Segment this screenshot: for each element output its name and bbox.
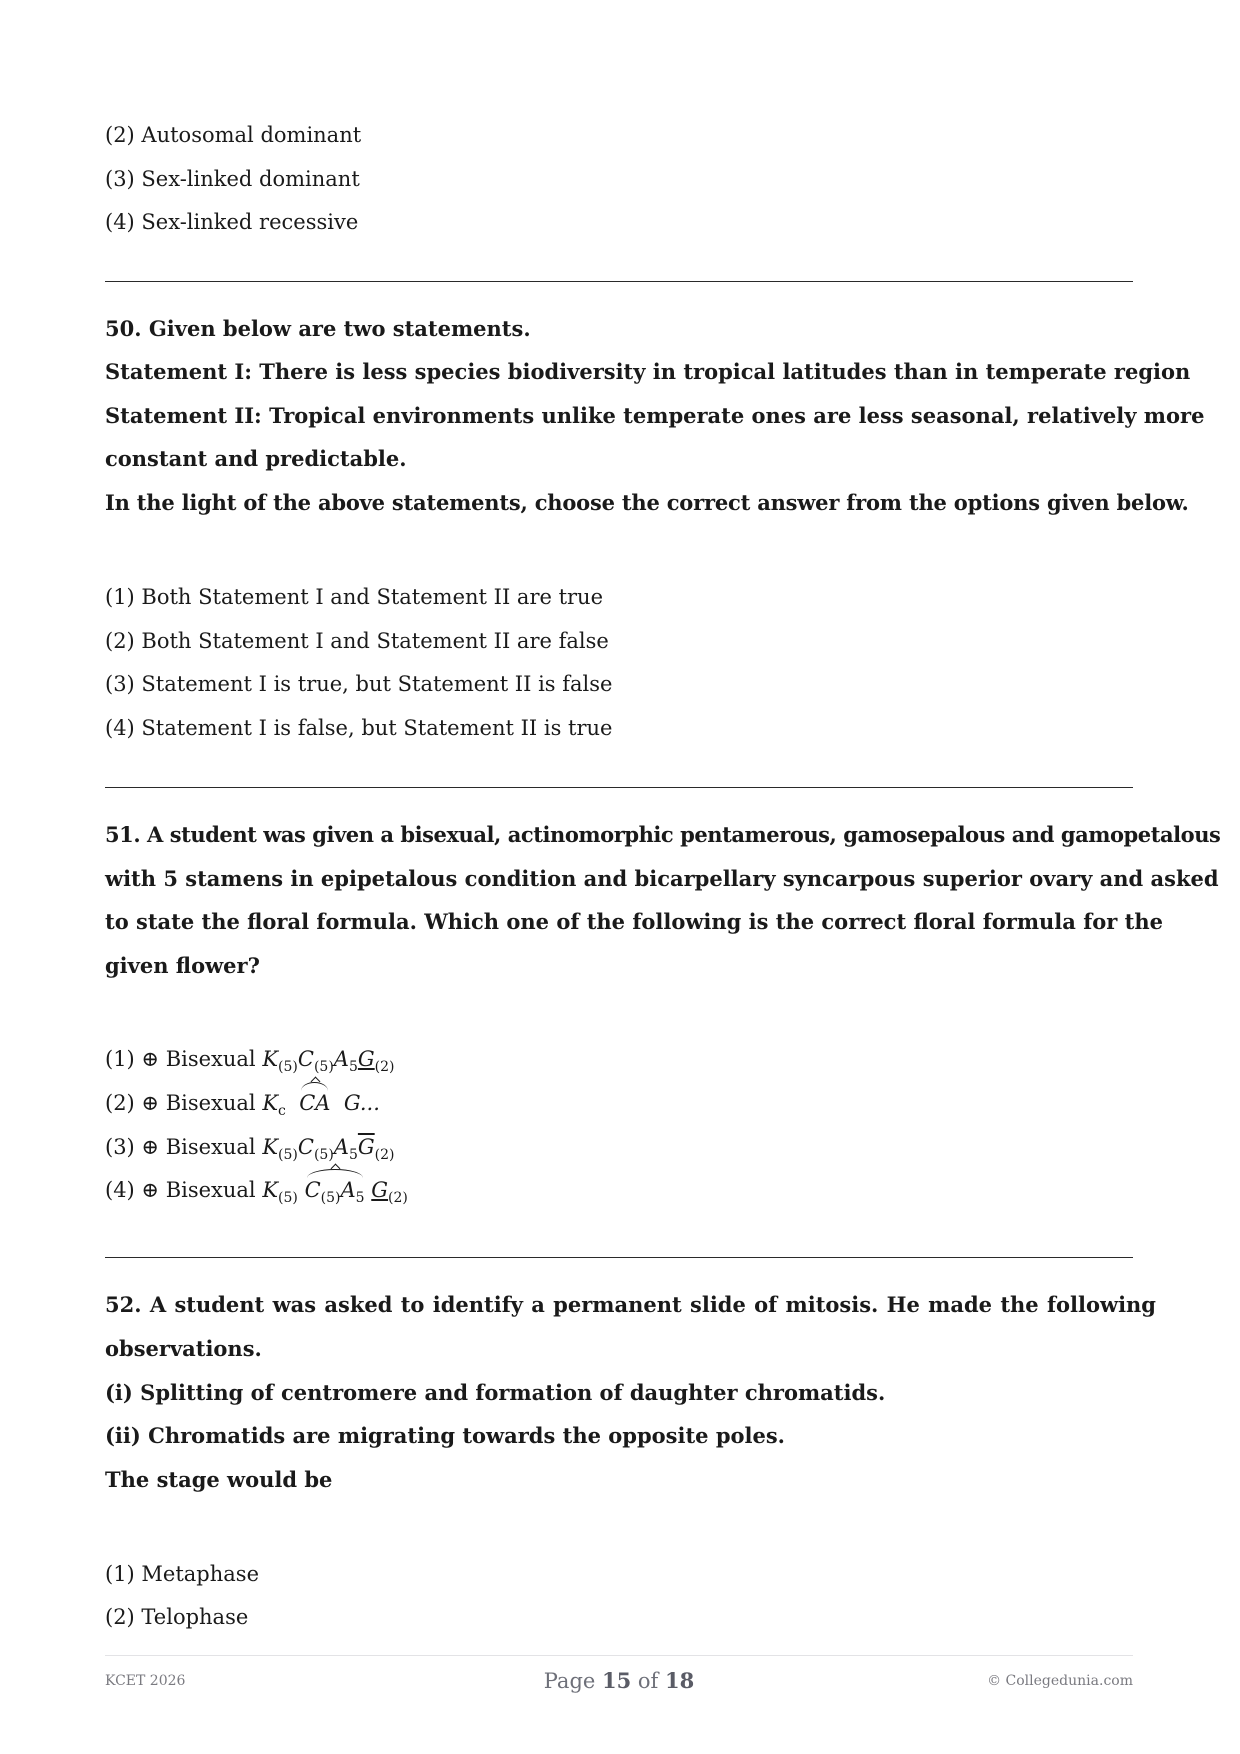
q50-title: 50. Given below are two statements. (105, 316, 531, 341)
q49-option-4: (4) Sex-linked recessive (105, 210, 359, 234)
question-divider (105, 1257, 1133, 1258)
q50-option-3: (3) Statement I is true, but Statement II is false (105, 672, 613, 696)
q52-prompt: The stage would be (105, 1467, 333, 1492)
q50-statement-2-cont: constant and predictable. (105, 446, 407, 471)
q50-option-2: (2) Both Statement I and Statement II are false (105, 629, 609, 653)
option-prefix: (1) ⊕ Bisexual (105, 1047, 263, 1071)
q52-line-1: 52. A student was asked to identify a permanent slide of mitosis. He made the following (105, 1292, 1156, 1317)
question-divider (105, 281, 1133, 282)
q49-option-2: (2) Autosomal dominant (105, 123, 362, 147)
q51-line-3: to state the floral formula. Which one of the following is the correct floral formula for the (105, 909, 1163, 934)
question-divider (105, 787, 1133, 788)
q50-statement-2: Statement II: Tropical environments unlike temperate ones are less seasonal, relatively more (105, 403, 1205, 428)
q51-line-2: with 5 stamens in epipetalous condition and bicarpellary syncarpous superior ovary and asked (105, 866, 1219, 891)
floral-formula: $K_{(5)}C_{(5)}A_5\overline{G}_{(2)}$ (262, 1135, 395, 1163)
q49-option-3: (3) Sex-linked dominant (105, 167, 360, 191)
q51-line-4: given flower? (105, 953, 260, 978)
q51-line-1: 51. A student was given a bisexual, actinomorphic pentamerous, gamosepalous and gamopetalous (105, 822, 1221, 847)
q50-instruction: In the light of the above statements, choose the correct answer from the options given below. (105, 490, 1189, 515)
copyright: © Collegedunia.com (987, 1673, 1133, 1689)
exam-name: KCET 2026 (105, 1673, 186, 1689)
q50-option-1: (1) Both Statement I and Statement II are true (105, 585, 604, 609)
floral-formula: $K_{(5)}$ $C_{(5)}A_5$ $G_{(2)}$ (262, 1178, 408, 1206)
page-footer (105, 1668, 1133, 1696)
floral-formula: $K_c$ CA G... (262, 1091, 380, 1119)
q51-option-3 (105, 1133, 395, 1161)
q52-line-2: observations. (105, 1336, 262, 1361)
footer-divider (105, 1655, 1133, 1656)
q50-statement-1: Statement I: There is less species biodiversity in tropical latitudes than in temperate region (105, 359, 1191, 384)
q50-option-4: (4) Statement I is false, but Statement II is true (105, 716, 613, 740)
q52-observation-1: (i) Splitting of centromere and formation of daughter chromatids. (105, 1380, 886, 1405)
q52-option-2: (2) Telophase (105, 1605, 249, 1629)
q51-option-1 (105, 1045, 395, 1073)
q51-option-4 (105, 1176, 408, 1204)
epipetalous-brace: CA (299, 1091, 331, 1115)
option-prefix: (4) ⊕ Bisexual (105, 1178, 263, 1202)
floral-formula: $K_{(5)}C_{(5)}A_5G_{(2)}$ (262, 1047, 395, 1075)
q52-option-1: (1) Metaphase (105, 1562, 260, 1586)
option-prefix: (2) ⊕ Bisexual (105, 1091, 263, 1115)
q51-option-2 (105, 1089, 380, 1117)
page-number: Page 15 of 18 (543, 1668, 695, 1693)
q52-observation-2: (ii) Chromatids are migrating towards the opposite poles. (105, 1423, 785, 1448)
option-prefix: (3) ⊕ Bisexual (105, 1135, 263, 1159)
epipetalous-brace: $C_{(5)}A_5$ (304, 1178, 365, 1206)
